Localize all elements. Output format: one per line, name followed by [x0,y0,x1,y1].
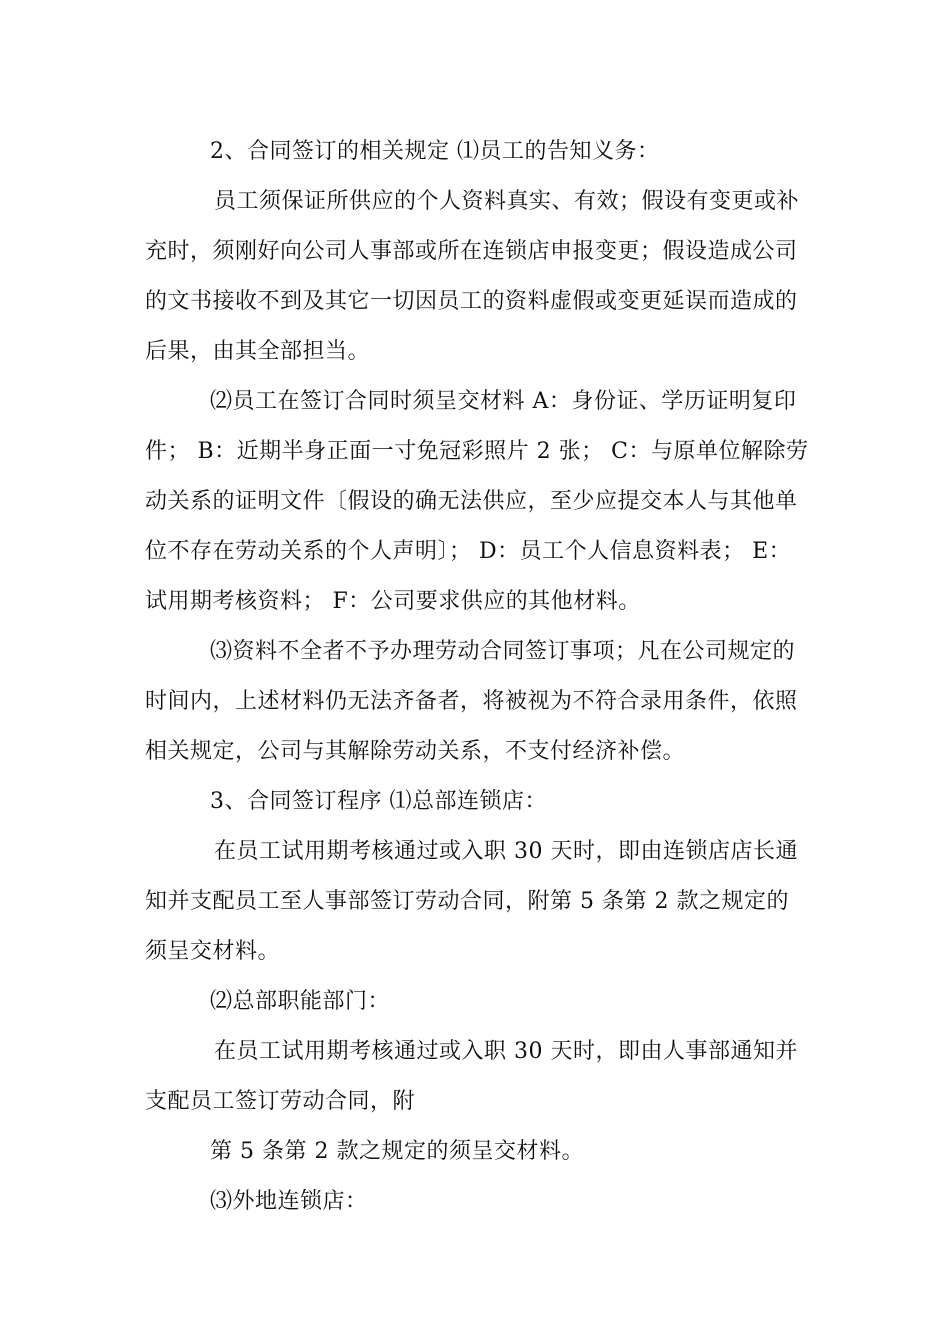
paragraph-line: 在员工试用期考核通过或入职 30 天时，即由连锁店店长通 [214,839,798,864]
paragraph-line: 在员工试用期考核通过或入职 30 天时，即由人事部通知并 [214,1039,798,1064]
paragraph-line: 件； B：近期半身正面一寸免冠彩照片 2 张； C：与原单位解除劳 [145,439,809,464]
paragraph-line: 动关系的证明文件〔假设的确无法供应，至少应提交本人与其他单 [145,489,798,514]
paragraph-line: 试用期考核资料； F：公司要求供应的其他材料。 [145,589,641,614]
section-heading-contract-rules: 2、合同签订的相关规定 ⑴员工的告知义务： [210,139,660,164]
paragraph-line: ⑵员工在签订合同时须呈交材料 A：身份证、学历证明复印 [210,389,797,414]
paragraph-line: 的文书接收不到及其它一切因员工的资料虚假或变更延误而造成的 [145,289,798,314]
paragraph-line: 支配员工签订劳动合同，附 [145,1089,416,1114]
paragraph-line: 第 5 条第 2 款之规定的须呈交材料。 [210,1139,584,1164]
section-heading-signing-procedure: 3、合同签订程序 ⑴总部连锁店： [210,789,547,814]
paragraph-line: 时间内，上述材料仍无法齐备者，将被视为不符合录用条件，依照 [145,689,798,714]
paragraph-line: 充时，须刚好向公司人事部或所在连锁店申报变更；假设造成公司 [145,239,798,264]
paragraph-line: ⑶资料不全者不予办理劳动合同签订事项；凡在公司规定的 [210,639,796,664]
subsection-heading: ⑵总部职能部门： [210,989,391,1014]
paragraph-line: 位不存在劳动关系的个人声明〕； D：员工个人信息资料表； E： [145,539,792,564]
paragraph-line: 后果，由其全部担当。 [145,339,371,364]
subsection-heading: ⑶外地连锁店： [210,1189,368,1214]
paragraph-line: 员工须保证所供应的个人资料真实、有效；假设有变更或补 [214,189,800,214]
paragraph-line: 相关规定，公司与其解除劳动关系，不支付经济补偿。 [145,739,686,764]
paragraph-line: 须呈交材料。 [145,939,281,964]
paragraph-line: 知并支配员工至人事部签订劳动合同，附第 5 条第 2 款之规定的 [145,889,789,914]
